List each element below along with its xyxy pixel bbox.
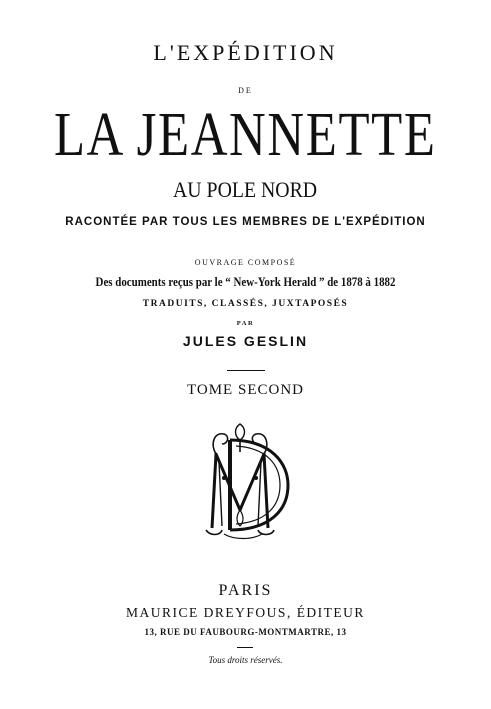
documents-suffix: de 1878 à 1882 [327,274,396,289]
imprint-city: PARIS [218,582,273,599]
author-name: JULES GESLIN [182,333,309,349]
subtitle [0,177,491,203]
documents-prefix: Des documents reçus par le [95,274,223,289]
imprint-address: 13, RUE DU FAUBOURG-MONTMARTRE, 13 [144,627,347,637]
documents-line [0,274,491,290]
ouvrage-label: OUVRAGE COMPOSÉ [194,258,297,267]
par-label: PAR [236,320,255,327]
traduits-line: TRADUITS, CLASSÉS, JUXTAPOSÉS [142,299,349,309]
subtitle-text: AU POLE NORD [173,177,318,202]
tagline: RACONTÉE PAR TOUS LES MEMBRES DE L'EXPÉDITION [65,216,426,228]
divider-rule [227,370,265,371]
volume-label: TOME SECOND [187,382,304,398]
rights-notice: Tous droits réservés. [208,655,283,665]
pre-title: L'EXPÉDITION [153,40,338,65]
imprint-publisher: MAURICE DREYFOUS, ÉDITEUR [126,605,365,620]
title-connector: DE [238,86,253,95]
publisher-monogram-icon [200,418,292,543]
documents-source: “ New-York Herald ” [225,274,325,289]
documents-text [96,274,396,290]
main-title-text: LA JEANNETTE [54,101,437,169]
main-title [0,100,491,170]
imprint-rule [237,647,253,648]
